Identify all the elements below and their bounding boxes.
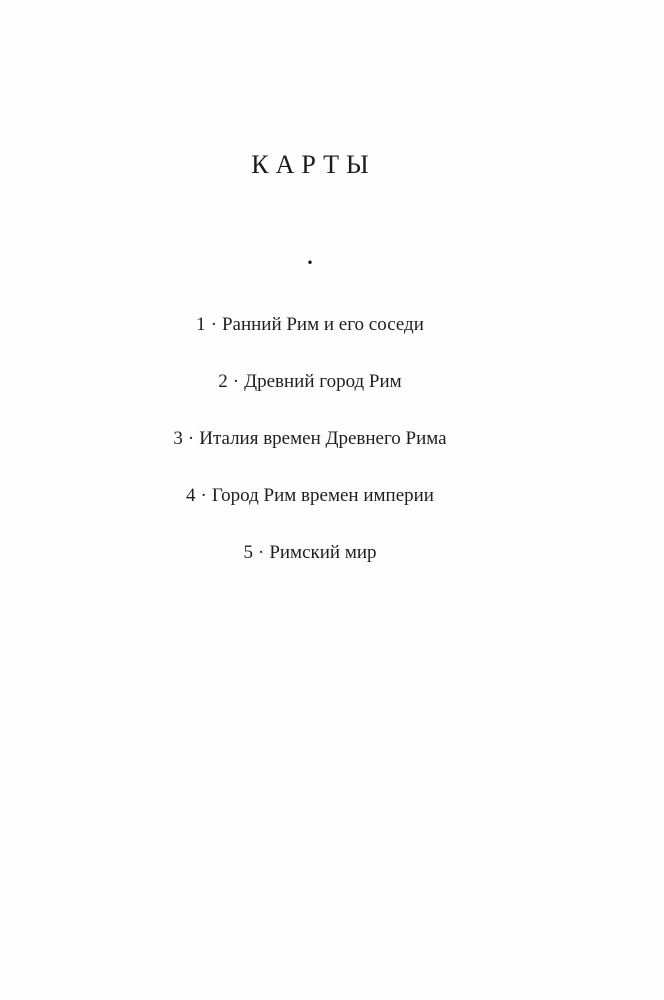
item-title: Древний город Рим	[244, 371, 402, 392]
list-item	[0, 483, 620, 509]
item-number: 4	[186, 485, 196, 506]
item-separator: ·	[200, 485, 207, 506]
item-number: 3	[173, 428, 183, 449]
item-number: 5	[243, 542, 253, 563]
item-title: Италия времен Древнего Рима	[199, 428, 447, 449]
item-number: 2	[218, 371, 228, 392]
list-item	[0, 426, 620, 452]
item-title: Ранний Рим и его соседи	[221, 314, 424, 335]
item-number: 1	[196, 314, 206, 335]
page-title: КАРТЫ	[251, 150, 376, 179]
item-separator: ·	[257, 542, 265, 563]
item-separator: ·	[187, 428, 195, 449]
item-separator: ·	[210, 314, 217, 335]
page-content	[0, 150, 620, 566]
item-title: Римский мир	[269, 542, 377, 563]
item-title: Город Рим времен империи	[211, 485, 434, 506]
item-separator: ·	[232, 371, 240, 392]
separator-dot: ·	[305, 246, 315, 279]
list-item	[0, 540, 620, 566]
map-list	[0, 312, 620, 566]
list-item	[0, 312, 620, 338]
list-item	[0, 369, 620, 395]
